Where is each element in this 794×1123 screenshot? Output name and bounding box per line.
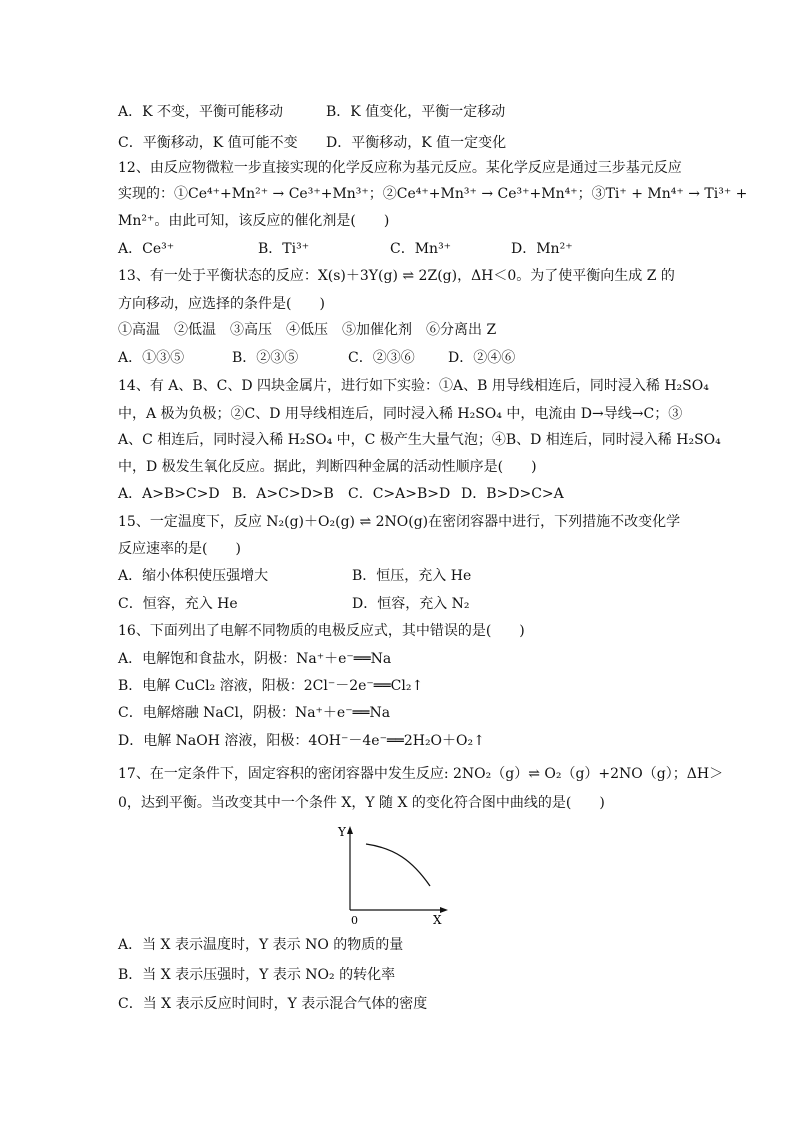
q12-stem-line-1: 12、由反应物微粒一步直接实现的化学反应称为基元反应。某化学反应是通过三步基元反应	[118, 160, 682, 176]
q15-option-b: B．恒压，充入 He	[352, 568, 472, 584]
q15-option-a: A．缩小体积使压强增大	[118, 568, 269, 584]
q13-conditions: ①高温 ②低温 ③高压 ④低压 ⑤加催化剂 ⑥分离出 Z	[118, 322, 497, 338]
q17-option-c: C．当 X 表示反应时间时，Y 表示混合气体的密度	[118, 996, 428, 1012]
q15-option-d: D．恒容，充入 N₂	[352, 596, 470, 612]
x-axis-label: X	[433, 913, 442, 926]
q12-option-d: D．Mn²⁺	[511, 241, 573, 257]
q13-option-a: A．①③⑤	[118, 350, 185, 366]
q17-stem-line-2: 0，达到平衡。当改变其中一个条件 X，Y 随 X 的变化符合图中曲线的是( )	[118, 795, 605, 811]
q12-option-c: C．Mn³⁺	[390, 241, 452, 257]
q17-option-b: B．当 X 表示压强时，Y 表示 NO₂ 的转化率	[118, 967, 396, 983]
q17-stem-line-1: 17、在一定条件下，固定容积的密闭容器中发生反应: 2NO₂（g）⇌ O₂（g）+2NO（g）；ΔH＞	[118, 766, 724, 782]
q17-graph	[336, 822, 456, 926]
q16-stem: 16、下面列出了电解不同物质的电极反应式，其中错误的是( )	[118, 623, 525, 639]
q15-stem-line-1: 15、一定温度下，反应 N₂(g)＋O₂(g) ⇌ 2NO(g)在密闭容器中进行，下列措施不改变化学	[118, 514, 681, 530]
q12-stem-line-3: Mn²⁺。由此可知，该反应的催化剂是( )	[118, 213, 390, 229]
q11-option-d: D．平衡移动，K 值一定变化	[326, 135, 507, 151]
q14-option-b: B．A>C>D>B	[232, 486, 334, 502]
q16-option-a: A．电解饱和食盐水，阴极：Na⁺＋e⁻══Na	[118, 651, 392, 667]
q13-option-c: C．②③⑥	[348, 350, 415, 366]
q14-stem-line-2: 中，A 极为负极；②C、D 用导线相连后，同时浸入稀 H₂SO₄ 中，电流由 D→导线→C；③	[118, 406, 683, 422]
q14-stem-line-3: A、C 相连后，同时浸入稀 H₂SO₄ 中，C 极产生大量气泡；④B、D 相连后，同时浸入稀 H₂SO₄	[118, 432, 721, 448]
q14-option-a: A．A>B>C>D	[118, 486, 220, 502]
q14-stem-line-1: 14、有 A、B、C、D 四块金属片，进行如下实验：①A、B 用导线相连后，同时浸入稀 H₂SO₄	[118, 378, 709, 394]
q13-option-d: D．②④⑥	[448, 350, 516, 366]
q11-option-a: A．K 不变，平衡可能移动	[118, 104, 284, 120]
q11-option-b: B．K 值变化，平衡一定移动	[326, 104, 506, 120]
y-vs-x-curve	[366, 844, 430, 886]
q13-stem-line-1: 13、有一处于平衡状态的反应：X(s)＋3Y(g) ⇌ 2Z(g)，ΔH＜0。为了使平衡向生成 Z 的	[118, 268, 675, 284]
y-axis-arrow-icon	[347, 826, 353, 834]
q15-option-c: C．恒容，充入 He	[118, 596, 238, 612]
q12-option-b: B．Ti³⁺	[258, 241, 310, 257]
q14-stem-line-4: 中，D 极发生氧化反应。据此，判断四种金属的活动性顺序是( )	[118, 459, 537, 475]
q17-option-a: A．当 X 表示温度时，Y 表示 NO 的物质的量	[118, 937, 404, 953]
q16-option-d: D．电解 NaOH 溶液，阳极：4OH⁻－4e⁻══2H₂O＋O₂↑	[118, 733, 485, 749]
q12-stem-line-2: 实现的：①Ce⁴⁺+Mn²⁺ → Ce³⁺+Mn³⁺；②Ce⁴⁺+Mn³⁺ → Ce³⁺+Mn⁴⁺；③Ti⁺ + Mn⁴⁺ → Ti³⁺ +	[118, 186, 748, 202]
y-axis-label: Y	[338, 825, 346, 839]
q11-option-c: C．平衡移动，K 值可能不变	[118, 135, 298, 151]
q16-option-c: C．电解熔融 NaCl，阴极：Na⁺＋e⁻══Na	[118, 705, 391, 721]
q13-option-b: B．②③⑤	[232, 350, 299, 366]
q16-option-b: B．电解 CuCl₂ 溶液，阳极：2Cl⁻－2e⁻══Cl₂↑	[118, 678, 424, 694]
q12-option-a: A．Ce³⁺	[118, 241, 175, 257]
q13-stem-line-2: 方向移动，应选择的条件是( )	[118, 296, 325, 312]
q14-option-c: C．C>A>B>D	[348, 486, 451, 502]
q15-stem-line-2: 反应速率的是( )	[118, 541, 241, 557]
q14-option-d: D．B>D>C>A	[461, 486, 564, 502]
origin-label: 0	[351, 914, 358, 926]
